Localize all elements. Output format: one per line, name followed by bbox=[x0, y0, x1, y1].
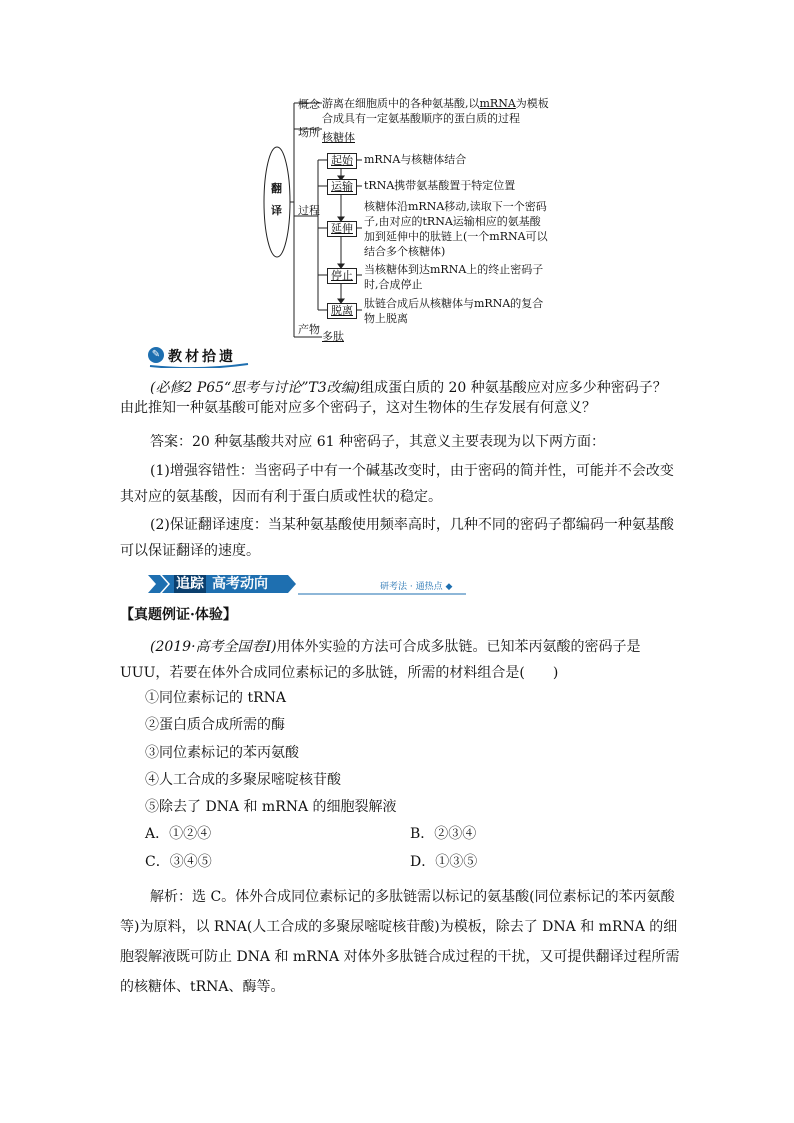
option-d: D．①③⑤ bbox=[410, 854, 478, 870]
section2-subhead: 【真题例证·体验】 bbox=[120, 607, 237, 623]
section1-point1: (1)增强容错性：当密码子中有一个碱基改变时，由于密码的简并性，可能并不会改变其对应的氨基酸，因而有利于蛋白质或性状的稳定。 bbox=[120, 463, 674, 505]
step-elongation-desc: 核糖体沿mRNA移动,读取下一个密码 子,由对应的tRNA运输相应的氨基酸 加到延伸中的肽链上(一个mRNA可以 结合多个核糖体) bbox=[364, 200, 548, 258]
section1-point2: (2)保证翻译速度：当某种氨基酸使用频率高时，几种不同的密码子都编码一种氨基酸可以保证翻译的速度。 bbox=[120, 517, 674, 559]
section-title-textbook bbox=[148, 346, 250, 368]
section2-question: (2019·高考全国卷Ⅰ)用体外实验的方法可合成多肽链。已知苯丙氨酸的密码子是 UUU，若要在体外合成同位素标记的多肽链，所需的材料组合是( ) bbox=[120, 639, 641, 681]
product-value: 多肽 bbox=[322, 330, 344, 343]
step-elongation: 延伸 bbox=[327, 221, 357, 237]
concept-text: 游离在细胞质中的各种氨基酸,以mRNA为模板 合成具有一定氨基酸顺序的蛋白质的过程 bbox=[322, 97, 549, 125]
process-label: 过程 bbox=[298, 204, 320, 217]
item-1: ①同位素标记的 tRNA bbox=[145, 690, 286, 706]
item-2: ②蛋白质合成所需的酶 bbox=[145, 717, 285, 733]
step-release-desc: 肽链合成后从核糖体与mRNA的复合 物上脱离 bbox=[364, 297, 544, 325]
section1-question: (必修2 P65“思考与讨论”T3改编)组成蛋白质的 20 种氨基酸应对应多少种密码子？由此推知一种氨基酸可能对应多个密码子，这对生物体的生存发展有何意义？ bbox=[120, 380, 667, 416]
product-label: 产物 bbox=[298, 323, 320, 336]
banner-right: 高考动向 bbox=[212, 576, 268, 592]
section1-ref: (必修2 P65“思考与讨论”T3改编) bbox=[150, 380, 361, 396]
concept-label: 概念 bbox=[298, 98, 320, 111]
item-4: ④人工合成的多聚尿嘧啶核苷酸 bbox=[145, 772, 341, 788]
section2-analysis: 解析：选 C。体外合成同位素标记的多肽链需以标记的氨基酸(同位素标记的苯丙氨酸等)为原料，以 RNA(人工合成的多聚尿嘧啶核苷酸)为模板，除去了 DNA 和 mRNA 的细胞裂解液既可防止 DNA 和 mRNA 对体外多肽链合成过程的干扰，又可提供翻译过程所需的核糖体、tRNA、酶等。 bbox=[120, 889, 680, 995]
site-label: 场所 bbox=[298, 126, 320, 139]
site-value: 核糖体 bbox=[322, 131, 355, 144]
banner-tag: 研考法 · 通热点 ◆ bbox=[380, 582, 453, 592]
option-b: B．②③④ bbox=[410, 826, 477, 842]
section-banner-exam bbox=[148, 573, 468, 595]
section2-ref: (2019·高考全国卷Ⅰ) bbox=[150, 639, 277, 655]
step-start: 起始 bbox=[327, 153, 357, 169]
pin-icon: ✎ bbox=[148, 347, 164, 363]
item-3: ③同位素标记的苯丙氨酸 bbox=[145, 745, 299, 761]
section1-title: 教材拾遗 bbox=[168, 349, 236, 365]
section1-answer: 答案：20 种氨基酸共对应 61 种密码子，其意义主要表现为以下两方面： bbox=[150, 434, 605, 450]
step-transport-desc: tRNA携带氨基酸置于特定位置 bbox=[364, 179, 516, 192]
step-release: 脱离 bbox=[327, 303, 357, 319]
banner-left: 追踪 bbox=[176, 576, 204, 592]
step-stop-desc: 当核糖体到达mRNA上的终止密码子 时,合成停止 bbox=[364, 263, 544, 291]
option-a: A．①②④ bbox=[145, 826, 212, 842]
diagram-root: 翻 译 bbox=[271, 182, 282, 217]
option-c: C．③④⑤ bbox=[145, 854, 212, 870]
step-transport: 运输 bbox=[327, 179, 357, 195]
step-stop: 停止 bbox=[327, 268, 357, 284]
item-5: ⑤除去了 DNA 和 mRNA 的细胞裂解液 bbox=[145, 799, 397, 815]
step-start-desc: mRNA与核糖体结合 bbox=[364, 153, 467, 166]
